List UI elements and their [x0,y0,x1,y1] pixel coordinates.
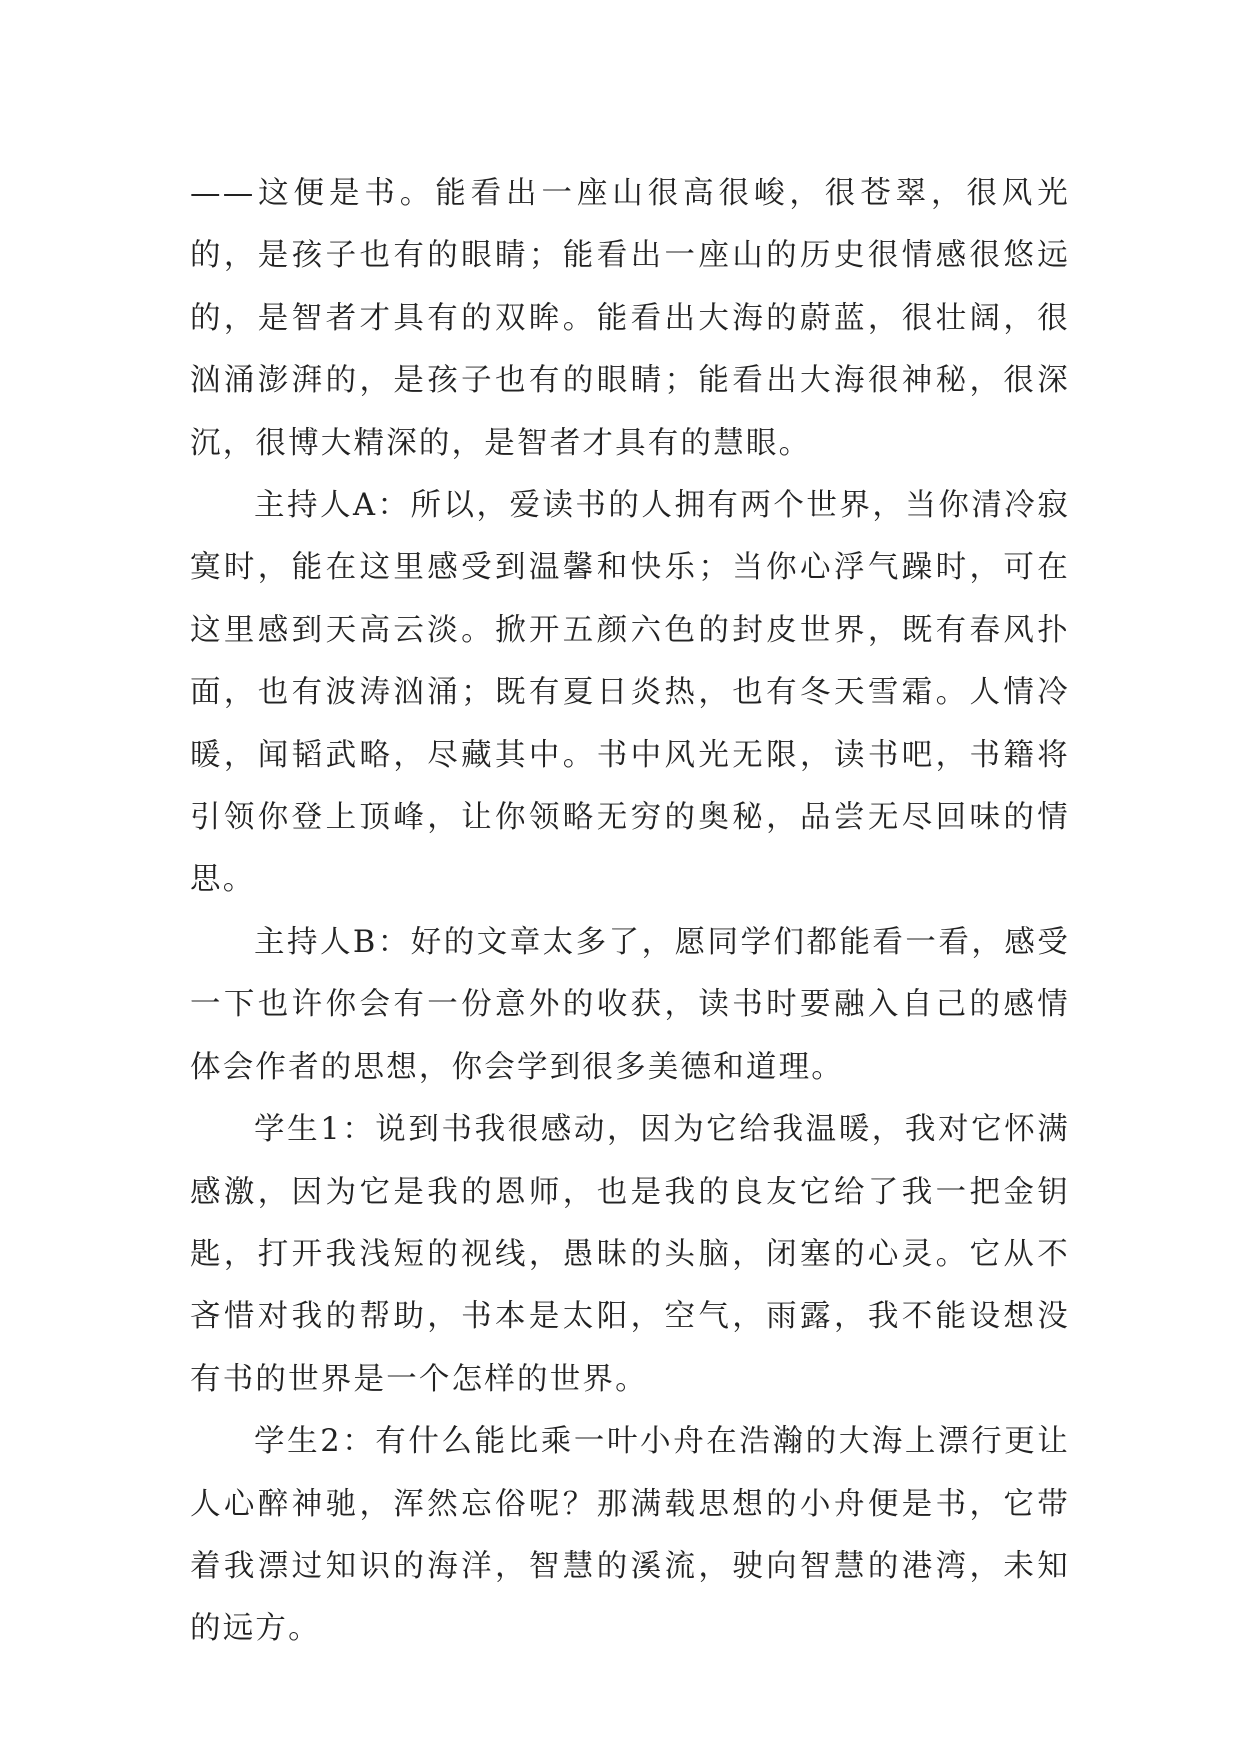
paragraph-student-2: 学生2：有什么能比乘一叶小舟在浩瀚的大海上漂行更让人心醉神驰，浑然忘俗呢？那满载思想的小舟便是书，它带着我漂过知识的海洋，智慧的溪流，驶向智慧的港湾，未知的远方。 [190,1424,1070,1647]
document-body [190,163,1070,1661]
paragraph-host-b: 主持人B：好的文章太多了，愿同学们都能看一看，感受一下也许你会有一份意外的收获，读书时要融入自己的感情体会作者的思想，你会学到很多美德和道理。 [190,924,1070,1085]
paragraph-host-a: 主持人A：所以，爱读书的人拥有两个世界，当你清冷寂寞时，能在这里感受到温馨和快乐；当你心浮气躁时，可在这里感到天高云淡。掀开五颜六色的封皮世界，既有春风扑面，也有波涛汹涌；既有夏日炎热，也有冬天雪霜。人情冷暖，闻韬武略，尽藏其中。书中风光无限，读书吧，书籍将引领你登上顶峰，让你领略无穷的奥秘，品尝无尽回味的情思。 [190,488,1070,898]
paragraph-1: ——这便是书。能看出一座山很高很峻，很苍翠，很风光的，是孩子也有的眼睛；能看出一座山的历史很情感很悠远的，是智者才具有的双眸。能看出大海的蔚蓝，很壮阔，很汹涌澎湃的，是孩子也有的眼睛；能看出大海很神秘，很深沉，很博大精深的，是智者才具有的慧眼。 [190,176,1070,461]
paragraph-student-1: 学生1：说到书我很感动，因为它给我温暖，我对它怀满感激，因为它是我的恩师，也是我的良友它给了我一把金钥匙，打开我浅短的视线，愚昧的头脑，闭塞的心灵。它从不吝惜对我的帮助，书本是太阳，空气，雨露，我不能设想没有书的世界是一个怎样的世界。 [190,1112,1070,1397]
